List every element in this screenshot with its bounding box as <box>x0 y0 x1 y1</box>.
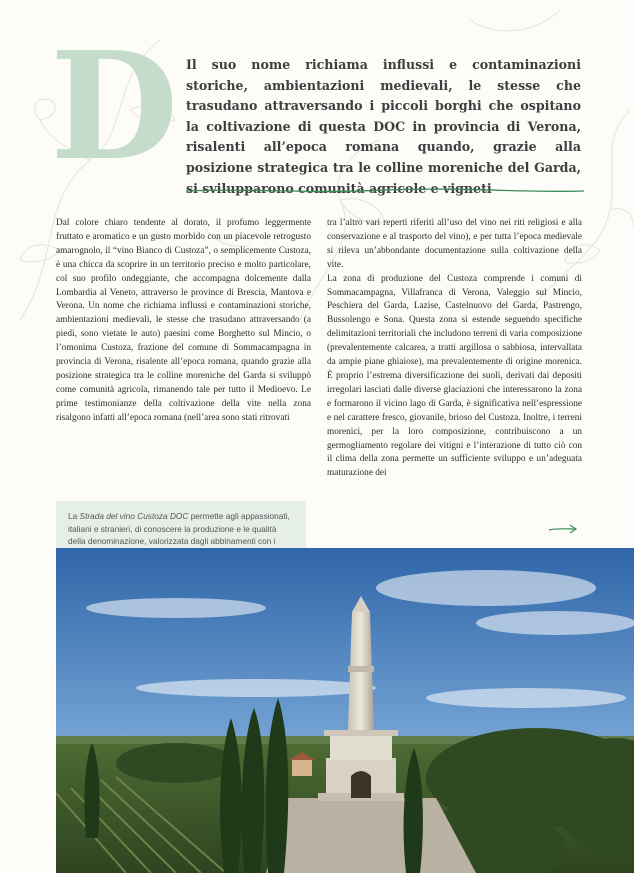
body-paragraph: Dal colore chiaro tendente al dorato, il profumo leggermente fruttato e aromatico e un gusto morbido con un piacevole retrogusto amarognolo, il “vino Bianco di Custoza”, o semplicemente Custoza, è una chicca da scoprire in un territorio preciso e molto particolare, col suo profilo ondeggiante, che accompagna dolcemente dalla Lombardia al Veneto, attraverso le province di Brescia, Mantova e Verona. Un nome che richiama influssi e contaminazioni storiche, ambientazioni medievali, le stesse che trasudano attraversando (a piedi, sono vietate le auto) paesini come Borghetto sul Mincio, o l’omonima Custoza, frazione del comune di Sommacampagna in provincia di Verona, risalente all’epoca romana, quando grazie alla posizione strategica tra le colline moreniche del Garda si sviluppò come comunità agricola, rimanendo tale per tutto il Medioevo. Le prime testimonianze della coltivazione della vite nella zona risalgono infatti all’epoca romana (nell’area sono stati ritrovati <box>56 218 311 423</box>
body-paragraph: La zona di produzione del Custoza comprende i comuni di Sommacampagna, Villafranca di Verona, Valeggio sul Mincio, Peschiera del Garda, Lazise, Castelnuovo del Garda, Pastrengo, Bussolengo e Sona. Questa zona si estende seguendo specifiche delimitazioni territoriali che includono terreni di varia composizione (prevalentemente calcarea, a tratti argillosa o sabbiosa, intervallata da ampie piane ghiaiose), ma prevalentemente di origine morenica. È proprio l’estrema diversificazione dei suoli, derivati dai depositi irregolari lasciati dalle diverse glaciazioni che interessarono la zona e formarono il vicino lago di Garda, è significativa nell’espressione e nel carattere fresco, giovanile, brioso del Custoza. Inoltre, i terreni morenici, per la loro composizione, contribuiscono a un germogliamento regolare dei vitigni e l’interazione di tutto ciò con il clima della zona permette un sufficiente sviluppo e un’adeguata maturazione dei <box>327 273 582 479</box>
lead-paragraph: Il suo nome richiama influssi e contaminazioni storiche, ambientazioni medievali, le stesse che trasudano attraversando i piccoli borghi che ospitano la coltivazione di questa DOC in provincia di Verona, risalenti all’epoca romana quando, grazie alla posizione strategica tra le colline moreniche del Garda, si svilupparono comunità agricole e vigneti <box>186 57 581 196</box>
caption-text: permette agli appassionati, italiani e stranieri, di conoscere la produzione e le qualità della denominazione, valorizzata dagli abbinamenti con i <box>68 511 290 547</box>
body-paragraph: tra l’altro vari reperti riferiti all’uso del vino nei riti religiosi e alla conservazione e al trasporto del vino), e per tutta l’epoca medievale si rileva un’abbondante documentazione sulla coltivazione della vite. <box>327 218 582 270</box>
caption-prefix: La <box>68 511 80 521</box>
arrow-right-icon <box>548 522 578 536</box>
lead-underline-divider <box>186 186 586 196</box>
body-column-left <box>56 217 311 426</box>
drop-cap-letter: D <box>50 19 179 193</box>
caption-emphasis: Strada del vino Custoza DOC <box>79 511 189 521</box>
custoza-ossuary-landscape-photo <box>56 548 634 873</box>
body-column-right <box>327 217 582 481</box>
